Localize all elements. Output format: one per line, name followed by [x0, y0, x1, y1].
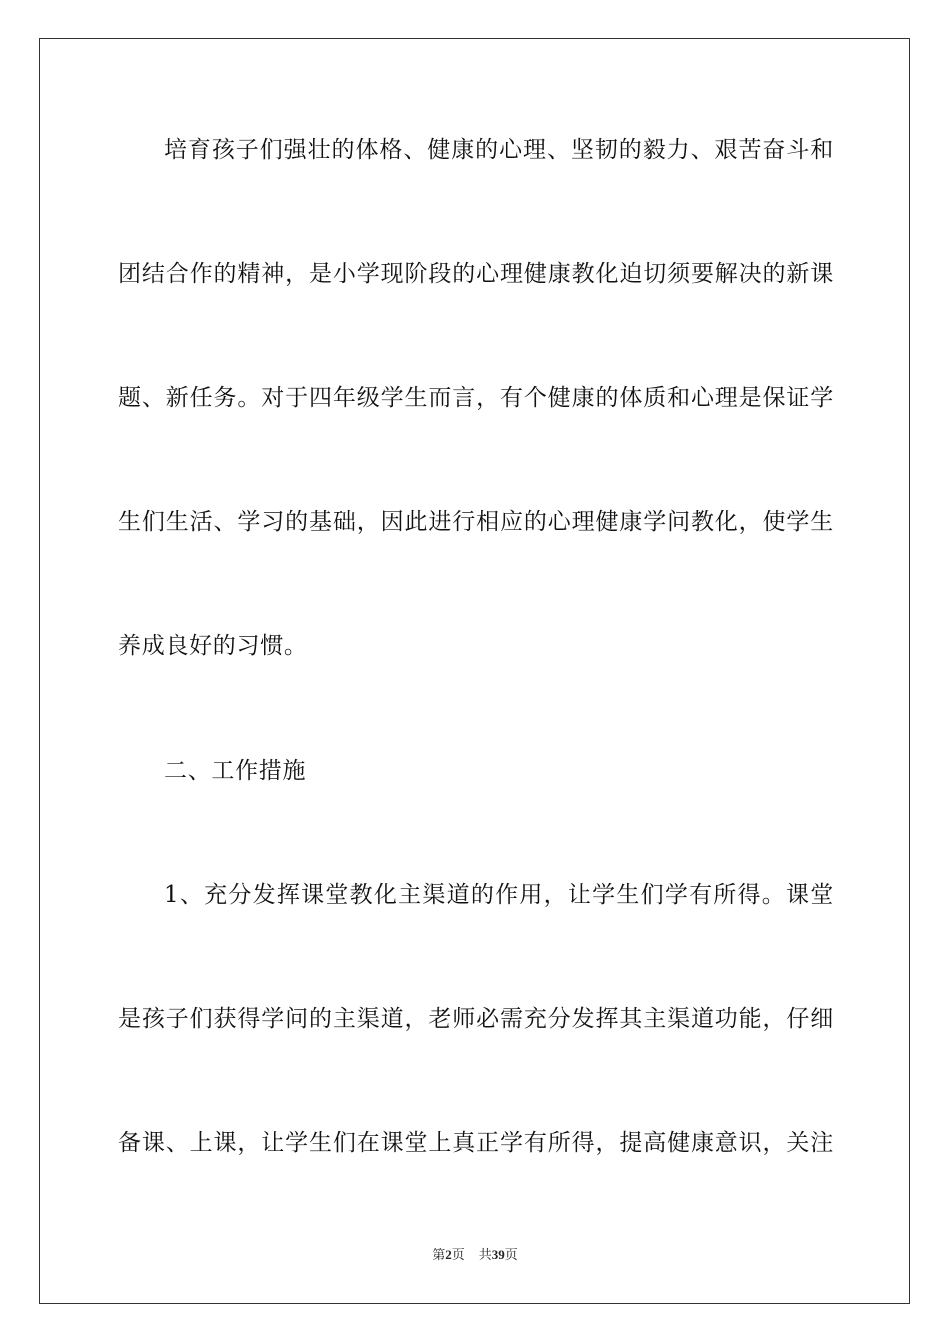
total-pages: 39 — [491, 1247, 505, 1262]
paragraph-2-line-3: 备课、上课，让学生们在课堂上真正学有所得，提高健康意识，关注 — [118, 1130, 834, 1156]
total-prefix: 共 — [478, 1247, 492, 1262]
paragraph-1-line-4: 生们生活、学习的基础，因此进行相应的心理健康学问教化，使学生 — [118, 509, 834, 535]
paragraph-1-line-3: 题、新任务。对于四年级学生而言，有个健康的体质和心理是保证学 — [118, 385, 834, 411]
section-heading: 二、工作措施 — [164, 758, 307, 784]
page-border — [39, 38, 910, 1304]
paragraph-1-line-5: 养成良好的习惯。 — [118, 633, 308, 659]
page-suffix: 页 — [451, 1247, 465, 1262]
paragraph-1-line-2: 团结合作的精神，是小学现阶段的心理健康教化迫切须要解决的新课 — [118, 261, 834, 287]
page-footer — [0, 1247, 950, 1263]
page-number: 2 — [445, 1247, 452, 1262]
paragraph-2-line-1: 1、充分发挥课堂教化主渠道的作用，让学生们学有所得。课堂 — [164, 882, 834, 908]
total-suffix: 页 — [504, 1247, 518, 1262]
page-prefix: 第 — [432, 1247, 446, 1262]
paragraph-1-line-1: 培育孩子们强壮的体格、健康的心理、坚韧的毅力、艰苦奋斗和 — [164, 137, 834, 163]
paragraph-2-line-2: 是孩子们获得学问的主渠道，老师必需充分发挥其主渠道功能，仔细 — [118, 1006, 834, 1032]
